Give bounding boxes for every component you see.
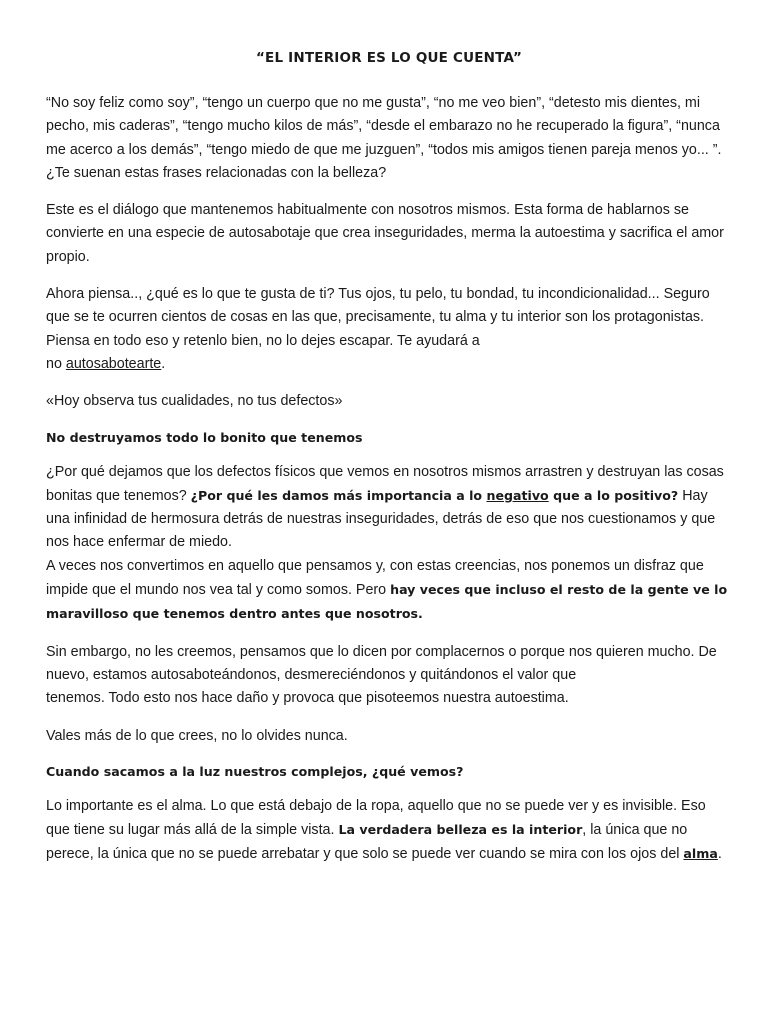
paragraph-dialogue: Este es el diálogo que mantenemos habitualmente con nosotros mismos. Esta forma de hablarnos se convierte en una especie de autosabotaje que crea inseguridades, merma la autoestima y sacrifica el amor propio. bbox=[46, 202, 724, 265]
paragraph-sin-embargo bbox=[46, 641, 732, 711]
alma-underlined: alma bbox=[683, 846, 718, 862]
quote-line: «Hoy observa tus cualidades, no tus defectos» bbox=[46, 393, 343, 410]
alma-text-b: , la única que no perece, la única que no se puede arrebatar y que solo se puede ver cuando se mira con los ojos del bbox=[46, 822, 688, 863]
section-heading-destruyamos: No destruyamos todo lo bonito que tenemos bbox=[46, 429, 363, 445]
paragraph-ahora-piensa bbox=[46, 283, 732, 376]
paragraph-intro: “No soy feliz como soy”, “tengo un cuerpo que no me gusta”, “no me veo bien”, “detesto mis dientes, mi pecho, mis caderas”, “tengo mucho kilos de más”, “desde el embarazo no he recuperado la figura”, “nunca me acerco a los demás”, “tengo miedo de que me juzguen”, “todos mis amigos tienen pareja menos yo... ”. ¿Te suenan estas frases relacionadas con la belleza? bbox=[46, 95, 722, 181]
defectos-bold-3: hay veces que incluso el resto de la gente ve lo maravilloso que tenemos dentro antes que nosotros. bbox=[46, 582, 728, 622]
paragraph-vales: Vales más de lo que crees, no lo olvides nunca. bbox=[46, 727, 348, 744]
paragraph-alma bbox=[46, 795, 732, 867]
sin-embargo-line1: Sin embargo, no les creemos, pensamos que lo dicen por complacernos o porque nos quieren mucho. De nuevo, estamos autosaboteándonos, desmereciéndonos y quitándonos el valor que bbox=[46, 643, 717, 683]
autosabotearte-link[interactable]: autosabotearte bbox=[65, 355, 162, 372]
document-title: “EL INTERIOR ES LO QUE CUENTA” bbox=[255, 50, 523, 66]
link-suffix: . bbox=[161, 355, 166, 372]
negativo-underlined: negativo bbox=[486, 487, 549, 503]
sin-embargo-line2: tenemos. Todo esto nos hace daño y provoca que pisoteemos nuestra autoestima. bbox=[46, 690, 569, 707]
defectos-text-a: ¿Por qué dejamos que los defectos físicos que vemos en nosotros mismos arrastren y destruyan las cosas bonitas que tenemos? bbox=[46, 463, 724, 504]
alma-text-c: . bbox=[717, 846, 722, 863]
defectos-bold-1: ¿Por qué les damos más importancia a lo bbox=[190, 487, 487, 503]
defectos-bold-2: que a lo positivo? bbox=[548, 487, 679, 503]
alma-bold-belleza: La verdadera belleza es la interior bbox=[338, 822, 583, 838]
defectos-text-b: Hay una infinidad de hermosura detrás de nuestras inseguridades, detrás de eso que nos cuestionamos y que nos hace enfermar de miedo. bbox=[46, 487, 716, 551]
paragraph-defectos bbox=[46, 461, 732, 627]
defectos-bold-question bbox=[191, 488, 679, 503]
link-prefix: no bbox=[46, 355, 66, 372]
alma-text-a: Lo importante es el alma. Lo que está debajo de la ropa, aquello que no se puede ver y es invisible. Eso que tiene su lugar más allá de la simple vista. bbox=[46, 797, 706, 839]
defectos-text-c: A veces nos convertimos en aquello que pensamos y, con estas creencias, nos ponemos un disfraz que impide que el mundo nos vea tal y como somos. Pero bbox=[46, 557, 704, 599]
paragraph-ahora-piensa-text: Ahora piensa.., ¿qué es lo que te gusta de ti? Tus ojos, tu pelo, tu bondad, tu incondicionalidad... Seguro que se te ocurren cientos de cosas en las que, precisamente, tu alma y tu interior son los protagonistas. Piensa en todo eso y retenlo bien, no lo dejes escapar. Te ayudará a bbox=[46, 286, 710, 349]
section-heading-complejos: Cuando sacamos a la luz nuestros complejos, ¿qué vemos? bbox=[46, 763, 464, 779]
